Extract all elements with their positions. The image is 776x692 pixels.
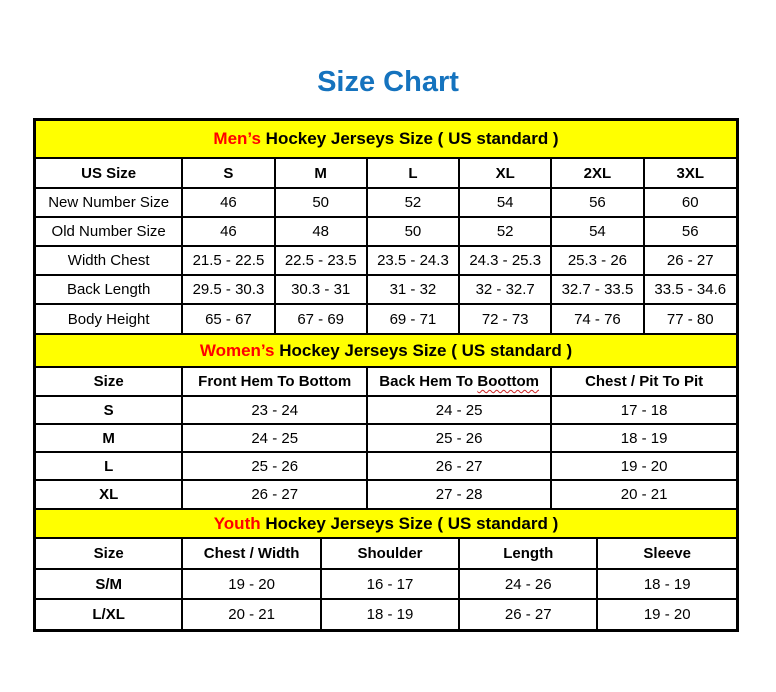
row-label: S/M — [36, 569, 182, 599]
cell-value: 18 - 19 — [321, 599, 459, 629]
cell-value: 31 - 32 — [367, 275, 459, 304]
size-chart-tables — [33, 118, 739, 632]
cell-value: 46 — [182, 188, 274, 217]
womens-banner-highlight: Women’s — [199, 340, 275, 360]
cell-value: 23.5 - 24.3 — [367, 246, 459, 275]
cell-value: 25 - 26 — [367, 424, 551, 452]
mens-col-3xl: 3XL — [644, 159, 736, 188]
womens-size-table — [36, 368, 736, 508]
cell-value: 48 — [275, 217, 367, 246]
mens-size-table — [36, 159, 736, 333]
table-row — [36, 424, 736, 452]
mens-banner-text: Hockey Jerseys Size ( US standard ) — [260, 129, 559, 148]
youth-col-chest-width: Chest / Width — [182, 539, 321, 569]
womens-section-banner — [36, 333, 736, 368]
youth-banner-highlight: Youth — [213, 513, 261, 533]
cell-value: 29.5 - 30.3 — [182, 275, 274, 304]
row-label: XL — [36, 480, 182, 508]
youth-col-sleeve: Sleeve — [597, 539, 736, 569]
mens-col-us-size: US Size — [36, 159, 182, 188]
table-row — [36, 304, 736, 333]
row-label: Back Length — [36, 275, 182, 304]
cell-value: 16 - 17 — [321, 569, 459, 599]
cell-value: 26 - 27 — [182, 480, 367, 508]
back-hem-prefix: Back Hem To — [379, 373, 478, 390]
womens-col-size: Size — [36, 368, 182, 396]
table-row — [36, 569, 736, 599]
table-row — [36, 480, 736, 508]
row-label: M — [36, 424, 182, 452]
cell-value: 65 - 67 — [182, 304, 274, 333]
cell-value: 32.7 - 33.5 — [551, 275, 643, 304]
cell-value: 67 - 69 — [275, 304, 367, 333]
cell-value: 52 — [367, 188, 459, 217]
cell-value: 22.5 - 23.5 — [275, 246, 367, 275]
cell-value: 24 - 25 — [182, 424, 367, 452]
cell-value: 24.3 - 25.3 — [459, 246, 551, 275]
cell-value: 27 - 28 — [367, 480, 551, 508]
cell-value: 26 - 27 — [367, 452, 551, 480]
youth-banner-text: Hockey Jerseys Size ( US standard ) — [260, 513, 559, 533]
youth-col-length: Length — [459, 539, 597, 569]
mens-header-row — [36, 159, 736, 188]
cell-value: 23 - 24 — [182, 396, 367, 424]
cell-value: 19 - 20 — [597, 599, 736, 629]
cell-value: 46 — [182, 217, 274, 246]
cell-value: 19 - 20 — [182, 569, 321, 599]
cell-value: 18 - 19 — [551, 424, 736, 452]
cell-value: 26 - 27 — [644, 246, 736, 275]
row-label: Width Chest — [36, 246, 182, 275]
cell-value: 60 — [644, 188, 736, 217]
womens-banner-text: Hockey Jerseys Size ( US standard ) — [274, 340, 573, 360]
womens-col-chest: Chest / Pit To Pit — [551, 368, 736, 396]
cell-value: 25 - 26 — [182, 452, 367, 480]
cell-value: 72 - 73 — [459, 304, 551, 333]
row-label: Body Height — [36, 304, 182, 333]
womens-col-back-hem — [367, 368, 551, 396]
table-row — [36, 396, 736, 424]
cell-value: 17 - 18 — [551, 396, 736, 424]
cell-value: 69 - 71 — [367, 304, 459, 333]
table-row — [36, 188, 736, 217]
table-row — [36, 217, 736, 246]
table-row — [36, 452, 736, 480]
mens-col-m: M — [275, 159, 367, 188]
row-label: L — [36, 452, 182, 480]
row-label: L/XL — [36, 599, 182, 629]
cell-value: 24 - 26 — [459, 569, 597, 599]
cell-value: 56 — [551, 188, 643, 217]
table-row — [36, 275, 736, 304]
womens-header-row — [36, 368, 736, 396]
cell-value: 20 - 21 — [182, 599, 321, 629]
cell-value: 30.3 - 31 — [275, 275, 367, 304]
cell-value: 32 - 32.7 — [459, 275, 551, 304]
mens-section-banner — [36, 121, 736, 159]
youth-col-shoulder: Shoulder — [321, 539, 459, 569]
cell-value: 77 - 80 — [644, 304, 736, 333]
youth-size-table — [36, 539, 736, 629]
page-title: Size Chart — [317, 66, 459, 98]
cell-value: 20 - 21 — [551, 480, 736, 508]
cell-value: 24 - 25 — [367, 396, 551, 424]
youth-col-size: Size — [36, 539, 182, 569]
mens-col-2xl: 2XL — [551, 159, 643, 188]
cell-value: 50 — [367, 217, 459, 246]
mens-banner-highlight: Men’s — [213, 129, 261, 148]
mens-col-s: S — [182, 159, 274, 188]
row-label: Old Number Size — [36, 217, 182, 246]
cell-value: 52 — [459, 217, 551, 246]
cell-value: 56 — [644, 217, 736, 246]
youth-section-banner — [36, 508, 736, 539]
cell-value: 19 - 20 — [551, 452, 736, 480]
mens-col-xl: XL — [459, 159, 551, 188]
cell-value: 50 — [275, 188, 367, 217]
cell-value: 33.5 - 34.6 — [644, 275, 736, 304]
cell-value: 21.5 - 22.5 — [182, 246, 274, 275]
cell-value: 74 - 76 — [551, 304, 643, 333]
table-row — [36, 599, 736, 629]
youth-header-row — [36, 539, 736, 569]
cell-value: 54 — [459, 188, 551, 217]
row-label: New Number Size — [36, 188, 182, 217]
cell-value: 54 — [551, 217, 643, 246]
womens-col-front-hem: Front Hem To Bottom — [182, 368, 367, 396]
cell-value: 18 - 19 — [597, 569, 736, 599]
mens-col-l: L — [367, 159, 459, 188]
table-row — [36, 246, 736, 275]
cell-value: 25.3 - 26 — [551, 246, 643, 275]
cell-value: 26 - 27 — [459, 599, 597, 629]
row-label: S — [36, 396, 182, 424]
back-hem-misspelled-word: Boottom — [477, 373, 540, 390]
